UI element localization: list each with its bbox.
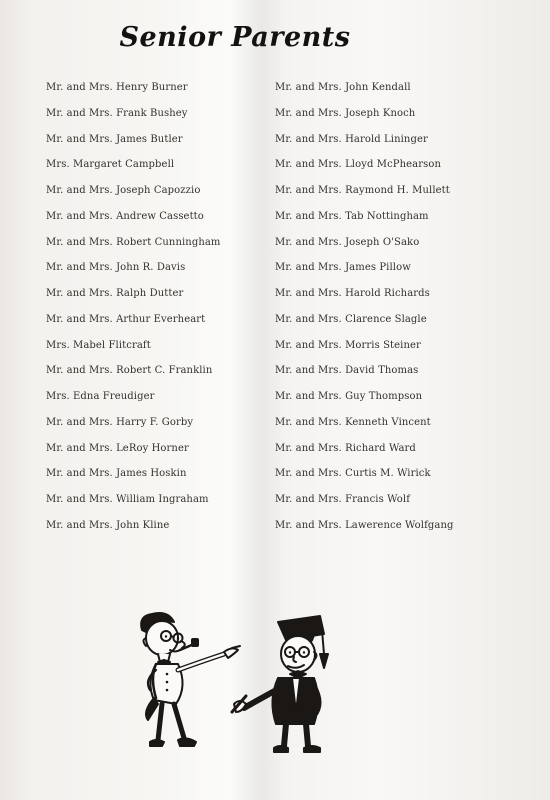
- list-item: Mr. and Mrs. Lloyd McPhearson: [275, 159, 442, 171]
- list-item: Mr. and Mrs. David Thomas: [275, 365, 419, 377]
- list-item: Mrs. Edna Freudiger: [46, 391, 155, 402]
- list-item: Mr. and Mrs. Kenneth Vincent: [275, 416, 431, 428]
- list-item: Mrs. Mabel Flitcraft: [46, 339, 151, 351]
- list-item: Mr. and Mrs. James Butler: [46, 133, 183, 145]
- list-item: Mr. and Mrs. James Hoskin: [46, 468, 187, 480]
- father-figure: [141, 613, 240, 746]
- list-item: Mr. and Mrs. Arthur Everheart: [46, 313, 206, 325]
- page-title: Senior Parents: [119, 22, 351, 53]
- list-item: Mr. and Mrs. Curtis M. Wirick: [275, 468, 431, 480]
- list-item: Mr. and Mrs. Clarence Slagle: [275, 313, 427, 325]
- list-item: Mr. and Mrs. Harry F. Gorby: [46, 416, 194, 428]
- parents-list-right: [275, 79, 454, 543]
- list-item: Mr. and Mrs. Raymond H. Mullett: [275, 185, 450, 196]
- list-item: Mr. and Mrs. Guy Thompson: [275, 391, 423, 402]
- list-item: Mrs. Margaret Campbell: [46, 159, 175, 171]
- list-item: Mr. and Mrs. William Ingraham: [46, 494, 209, 505]
- list-item: Mr. and Mrs. Joseph Knoch: [275, 107, 416, 119]
- list-item: Mr. and Mrs. John R. Davis: [46, 262, 186, 274]
- list-item: Mr. and Mrs. James Pillow: [275, 262, 411, 274]
- list-item: Mr. and Mrs. LeRoy Horner: [46, 442, 189, 454]
- graduate-figure: [232, 616, 328, 752]
- list-item: Mr. and Mrs. Henry Burner: [46, 82, 188, 93]
- list-item: Mr. and Mrs. Frank Bushey: [46, 107, 188, 119]
- list-item: Mr. and Mrs. John Kendall: [275, 82, 411, 93]
- cartoon-illustration: [128, 608, 338, 758]
- list-item: Mr. and Mrs. Harold Lininger: [275, 133, 428, 145]
- list-item: Mr. and Mrs. Lawerence Wolfgang: [275, 519, 454, 531]
- list-item: Mr. and Mrs. Ralph Dutter: [46, 288, 184, 299]
- list-item: Mr. and Mrs. Joseph Capozzio: [46, 185, 201, 196]
- list-item: Mr. and Mrs. Andrew Cassetto: [46, 210, 204, 222]
- list-item: Mr. and Mrs. John Kline: [46, 519, 170, 531]
- parents-list-left: [46, 79, 221, 543]
- list-item: Mr. and Mrs. Robert C. Franklin: [46, 365, 213, 377]
- list-item: Mr. and Mrs. Robert Cunningham: [46, 236, 221, 248]
- list-item: Mr. and Mrs. Joseph O'Sako: [275, 236, 420, 248]
- list-item: Mr. and Mrs. Francis Wolf: [275, 494, 411, 505]
- list-item: Mr. and Mrs. Richard Ward: [275, 442, 416, 454]
- list-item: Mr. and Mrs. Harold Richards: [275, 288, 430, 299]
- list-item: Mr. and Mrs. Morris Steiner: [275, 339, 421, 351]
- list-item: Mr. and Mrs. Tab Nottingham: [275, 210, 429, 222]
